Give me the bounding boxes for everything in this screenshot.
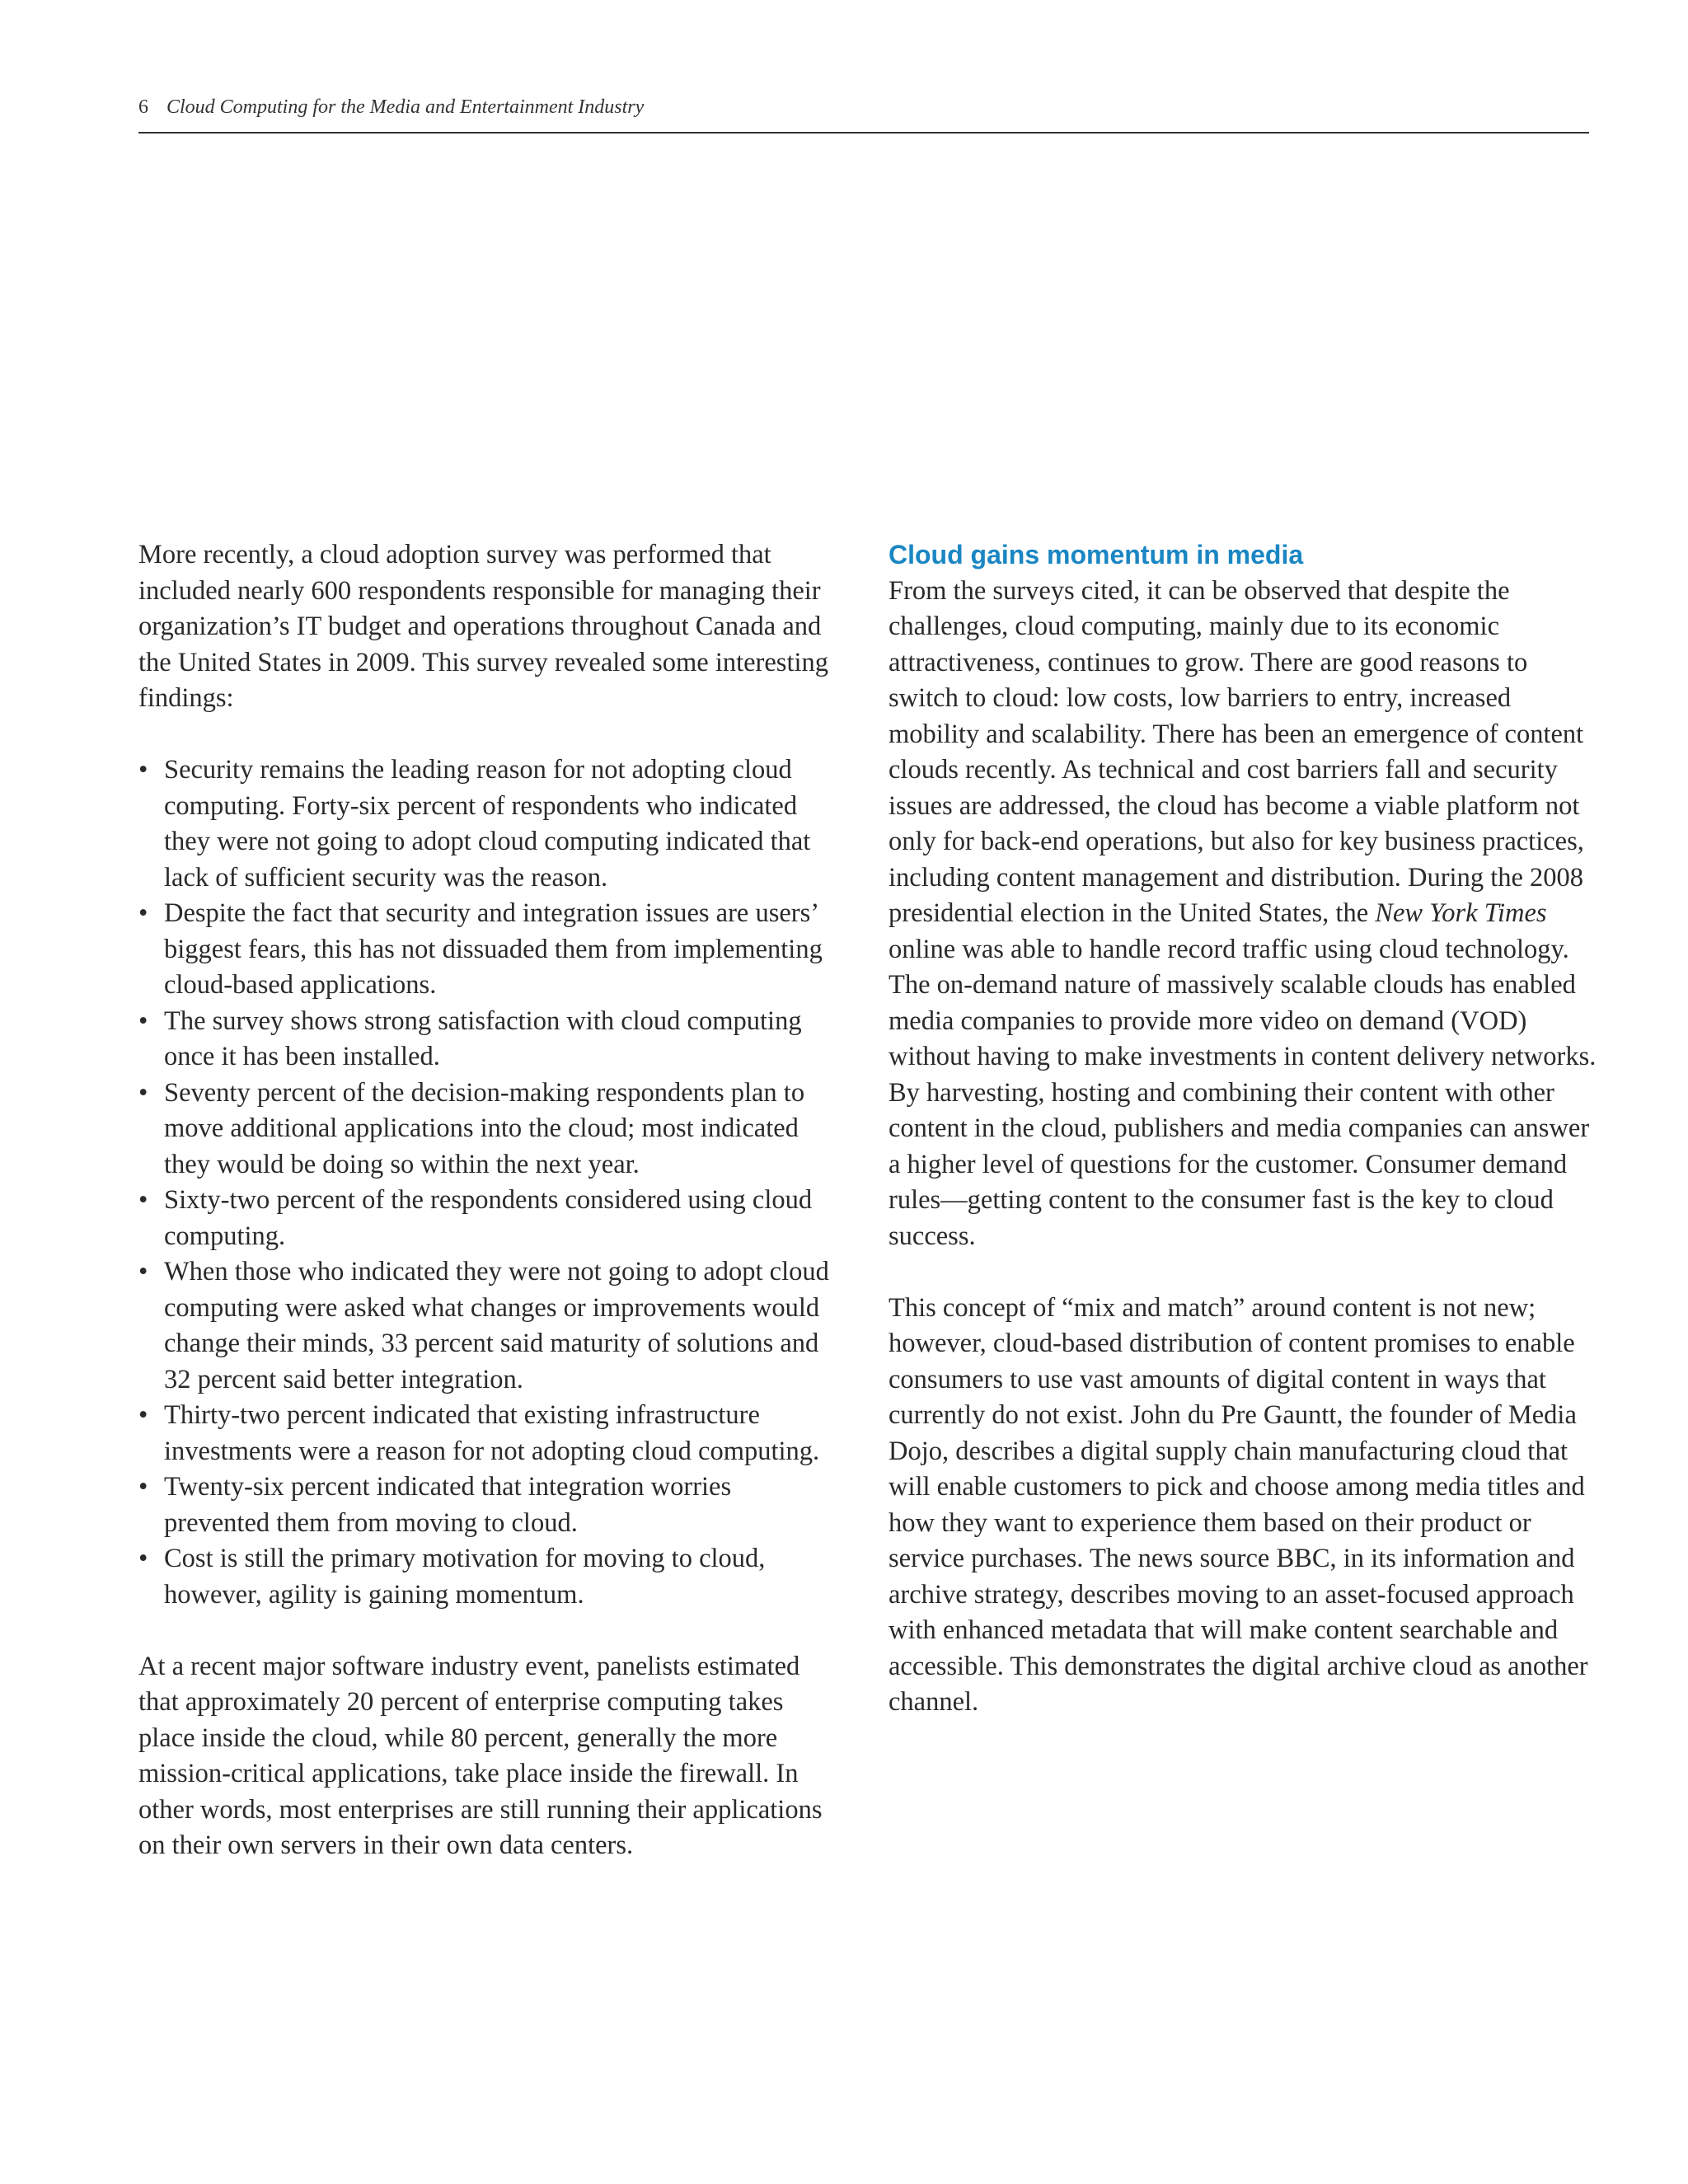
section-heading: Cloud gains momentum in media [889, 540, 1304, 569]
list-item [138, 896, 839, 1004]
list-item [138, 752, 839, 896]
bullet-mark: • [138, 1544, 148, 1573]
list-item-text: Thirty-two percent indicated that existing infrastructure investments were a reason for not adopting cloud computing. [164, 1400, 820, 1466]
list-item-text: Security remains the leading reason for not adopting cloud computing. Forty-six percent of respondents who indicated they were not going to adopt cloud computing indicated that lack of sufficient security was the reason. [164, 755, 811, 893]
list-item [138, 1183, 839, 1254]
publication-title: New York Times [1375, 898, 1547, 928]
intro-paragraph: More recently, a cloud adoption survey was performed that included nearly 600 respondents responsible for managing their organization’s IT budget and operations throughout Canada and the United States in 2009. This survey revealed some interesting findings: [138, 540, 829, 713]
running-header [138, 91, 1589, 134]
list-item [138, 1076, 839, 1183]
page-number: 6 [138, 96, 148, 118]
left-column [138, 537, 839, 1864]
list-item-text: Despite the fact that security and integration issues are users’ biggest fears, this has not dissuaded them from implementing cloud-based applications. [164, 898, 823, 1000]
bullet-mark: • [138, 898, 148, 928]
list-item-text: Cost is still the primary motivation for moving to cloud, however, agility is gaining momentum. [164, 1544, 766, 1610]
right-column [889, 537, 1597, 1721]
running-title: Cloud Computing for the Media and Entertainment Industry [166, 96, 645, 118]
list-item-text: When those who indicated they were not going to adopt cloud computing were asked what changes or improvements would change their minds, 33 percent said maturity of solutions and 32 percent said better integration. [164, 1257, 829, 1394]
list-item [138, 1004, 839, 1076]
mix-and-match-paragraph: This concept of “mix and match” around content is not new; however, cloud-based distribution of content promises to enable consumers to use vast amounts of digital content in ways that currently do not exist. John du Pre Gauntt, the founder of Media Dojo, describes a digital supply chain manufacturing cloud that will enable customers to pick and choose among media titles and how they want to experience them based on their product or service purchases. The news source BBC, in its information and archive strategy, describes moving to an asset-focused approach with enhanced metadata that will make content searchable and accessible. This demonstrates the digital archive cloud as another channel. [889, 1292, 1588, 1717]
bullet-mark: • [138, 1185, 148, 1215]
bullet-mark: • [138, 1400, 148, 1430]
list-item-text: The survey shows strong satisfaction with cloud computing once it has been installed. [164, 1005, 802, 1071]
list-item [138, 1398, 839, 1469]
bullet-mark: • [138, 1257, 148, 1286]
list-item-text: Sixty-two percent of the respondents considered using cloud computing. [164, 1185, 813, 1251]
list-item-text: Twenty-six percent indicated that integration worries prevented them from moving to cloud. [164, 1472, 732, 1538]
bullet-mark: • [138, 1077, 148, 1108]
list-item [138, 1541, 839, 1613]
list-item [138, 1254, 839, 1398]
findings-list [138, 752, 839, 1613]
bullet-mark: • [138, 1472, 148, 1502]
momentum-text-after: online was able to handle record traffic using cloud technology. The on-demand nature of massively scalable clouds has enabled media companies to provide more video on demand (VOD) without having to make investments in content delivery networks. By harvesting, hosting and combining their content with other content in the cloud, publishers and media companies can answer a higher level of questions for the customer. Consumer demand rules—getting content to the consumer fast is the key to cloud success. [889, 934, 1597, 1251]
bullet-mark: • [138, 1005, 148, 1036]
momentum-paragraph [889, 574, 1597, 1255]
list-item-text: Seventy percent of the decision-making respondents plan to move additional applications into the cloud; most indicated they would be doing so within the next year. [164, 1077, 805, 1179]
momentum-text-before: From the surveys cited, it can be observed that despite the challenges, cloud computing, mainly due to its economic attractiveness, continues to grow. There are good reasons to switch to cloud: low costs, low barriers to entry, increased mobility and scalability. There has been an emergence of content clouds recently. As technical and cost barriers fall and security issues are addressed, the cloud has become a viable platform not only for back-end operations, but also for key business practices, including content management and distribution. During the 2008 presidential election in the United States, the [889, 575, 1584, 928]
closing-paragraph: At a recent major software industry event, panelists estimated that approximately 20 percent of enterprise computing takes place inside the cloud, while 80 percent, generally the more mission-critical applications, take place inside the firewall. In other words, most enterprises are still running their applications on their own servers in their own data centers. [138, 1651, 823, 1860]
bullet-mark: • [138, 755, 148, 785]
list-item [138, 1469, 839, 1541]
